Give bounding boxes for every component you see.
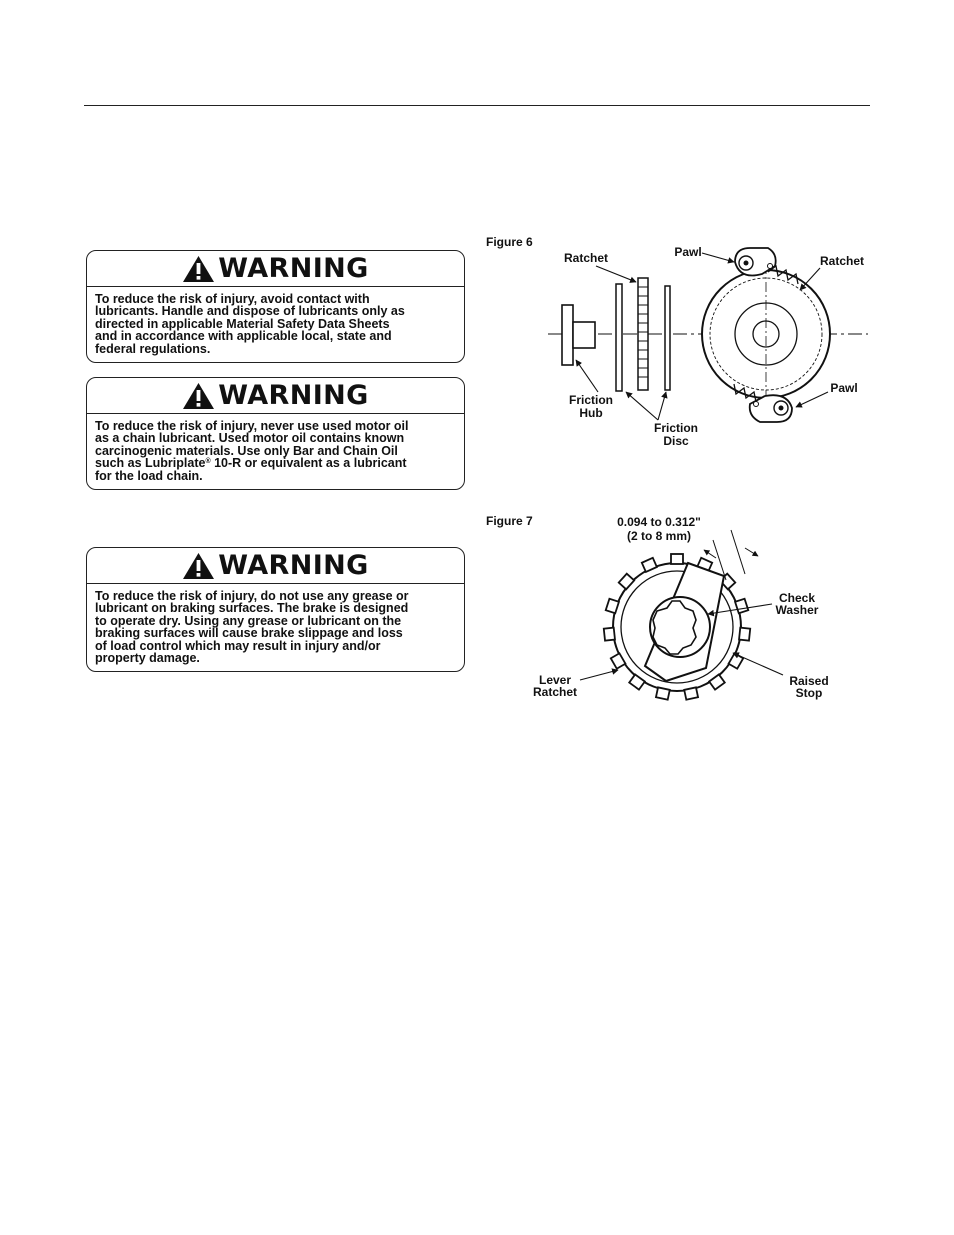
warning-header <box>87 378 464 414</box>
label-ratchet-right: Ratchet <box>819 254 865 268</box>
warning-text <box>87 414 464 489</box>
warning-heading: WARNING <box>218 253 369 284</box>
warning-box-lubricant-contact <box>86 250 465 363</box>
ratchet-side-view <box>638 278 648 390</box>
label-friction-disc-line2: Disc <box>663 434 689 448</box>
warning-text: To reduce the risk of injury, avoid contact with lubricants. Handle and dispose of lubricants only as directed in applicable Material Safety Data Sheets and in accordance with applicable local, state and federal regulations. <box>95 292 405 356</box>
warning-header <box>87 251 464 287</box>
label-check-washer-line2: Washer <box>775 603 819 617</box>
label-raised-stop-line2: Stop <box>795 686 823 700</box>
label-friction-hub-line1: Friction <box>569 393 613 407</box>
label-lever-ratchet-line2: Ratchet <box>532 685 578 699</box>
figure-7-lever-ratchet-diagram <box>520 512 860 702</box>
warning-triangle-icon <box>182 552 215 580</box>
ratchet-front-view <box>702 264 830 405</box>
warning-box-motor-oil <box>86 377 465 490</box>
friction-hub-shape <box>562 305 595 365</box>
warning-text: To reduce the risk of injury, do not use any grease or lubricant on braking surfaces. The brake is designed to operate dry. Using any grease or lubricant on the braking surfaces will cause brake slippage and loss of load control which may result in injury and/or property damage. <box>95 589 409 666</box>
warning-text-part: To reduce the risk of injury, never use used motor oil as a chain lubricant. Used motor oil contains known carcinogenic materials. Use only Bar and Chain Oil such as Lubriplate <box>95 419 409 471</box>
figure-7-label: Figure 7 <box>486 514 533 528</box>
label-friction-hub-line2: Hub <box>579 406 603 420</box>
header-rule <box>84 105 870 106</box>
warning-heading: WARNING <box>218 380 369 411</box>
warning-box-braking-surfaces <box>86 547 465 672</box>
label-pawl-bottom: Pawl <box>830 381 858 395</box>
friction-disc-left <box>616 284 622 391</box>
figure-6-brake-assembly-diagram <box>540 240 880 455</box>
label-gap-line2: (2 to 8 mm) <box>626 529 692 543</box>
warning-text-part: 10-R or equivalent as a lubricant for the load chain. <box>95 456 407 483</box>
label-pawl-top: Pawl <box>674 245 702 259</box>
label-lever-ratchet-line1: Lever <box>538 673 572 687</box>
label-friction-disc-line1: Friction <box>654 421 698 435</box>
warning-triangle-icon <box>182 382 215 410</box>
registered-mark: ® <box>205 458 211 466</box>
warning-header <box>87 548 464 584</box>
warning-triangle-icon <box>182 255 215 283</box>
friction-disc-right <box>665 286 670 390</box>
label-raised-stop-line1: Raised <box>789 674 829 688</box>
figure-6-label: Figure 6 <box>486 235 533 249</box>
label-gap-line1: 0.094 to 0.312" <box>617 515 701 529</box>
label-check-washer-line1: Check <box>778 591 816 605</box>
label-ratchet-left: Ratchet <box>563 251 609 265</box>
warning-heading: WARNING <box>218 550 369 581</box>
